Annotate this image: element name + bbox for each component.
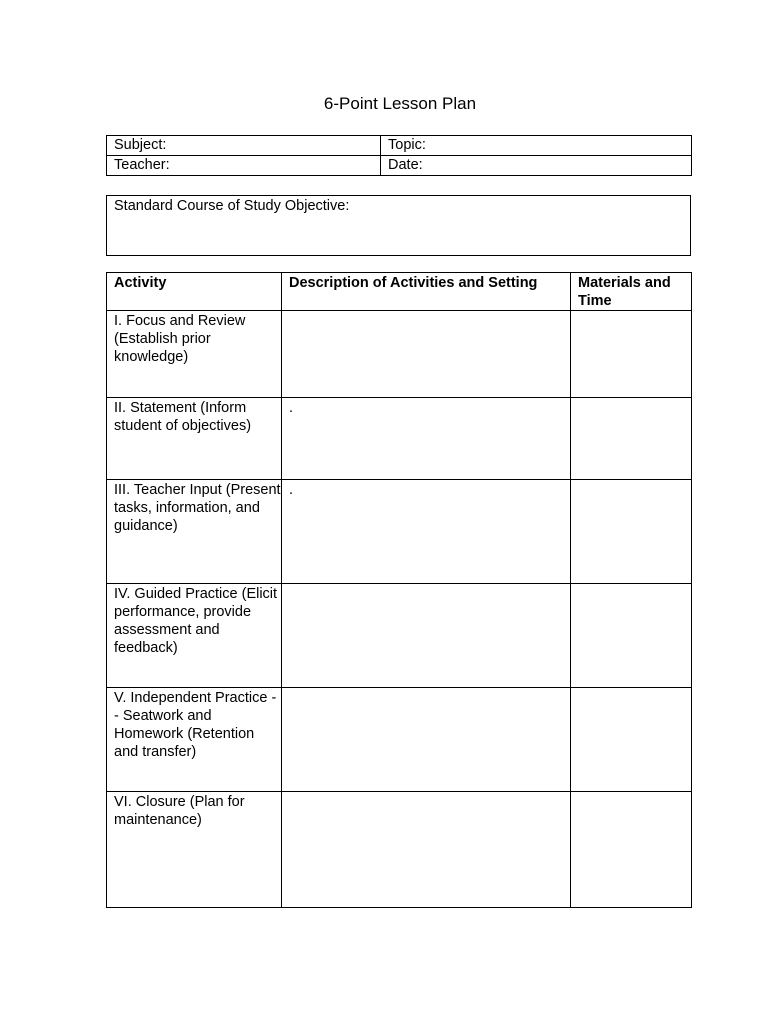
- description-cell[interactable]: .: [282, 480, 571, 584]
- table-row: [107, 398, 692, 480]
- table-row: [107, 480, 692, 584]
- materials-cell[interactable]: [571, 398, 692, 480]
- description-cell[interactable]: [282, 792, 571, 908]
- topic-field[interactable]: Topic:: [381, 136, 692, 156]
- materials-cell[interactable]: [571, 480, 692, 584]
- description-cell[interactable]: [282, 584, 571, 688]
- page-title: 6-Point Lesson Plan: [323, 94, 477, 113]
- table-header-row: [107, 273, 692, 311]
- table-row: [107, 792, 692, 908]
- objective-field[interactable]: Standard Course of Study Objective:: [107, 196, 691, 256]
- table-row: [107, 311, 692, 398]
- table-row: [107, 196, 691, 256]
- materials-cell[interactable]: [571, 688, 692, 792]
- header-info-table: [106, 135, 692, 176]
- table-row: [107, 584, 692, 688]
- activity-cell: VI. Closure (Plan for maintenance): [107, 792, 282, 908]
- column-header-activity: Activity: [107, 273, 282, 311]
- lesson-plan-table: [106, 272, 692, 908]
- description-cell[interactable]: [282, 311, 571, 398]
- subject-field[interactable]: Subject:: [107, 136, 381, 156]
- activity-cell: V. Independent Practice -- Seatwork and Homework (Retention and transfer): [107, 688, 282, 792]
- materials-cell[interactable]: [571, 584, 692, 688]
- table-row: [107, 136, 692, 156]
- objective-table: [106, 195, 691, 256]
- table-row: [107, 156, 692, 176]
- materials-cell[interactable]: [571, 792, 692, 908]
- activity-cell: IV. Guided Practice (Elicit performance, provide assessment and feedback): [107, 584, 282, 688]
- activity-cell: I. Focus and Review (Establish prior knowledge): [107, 311, 282, 398]
- description-cell[interactable]: .: [282, 398, 571, 480]
- description-cell[interactable]: [282, 688, 571, 792]
- date-field[interactable]: Date:: [381, 156, 692, 176]
- column-header-materials: Materials and Time: [571, 273, 692, 311]
- activity-cell: II. Statement (Inform student of objectives): [107, 398, 282, 480]
- table-row: [107, 688, 692, 792]
- column-header-description: Description of Activities and Setting: [282, 273, 571, 311]
- materials-cell[interactable]: [571, 311, 692, 398]
- activity-cell: III. Teacher Input (Present tasks, information, and guidance): [107, 480, 282, 584]
- teacher-field[interactable]: Teacher:: [107, 156, 381, 176]
